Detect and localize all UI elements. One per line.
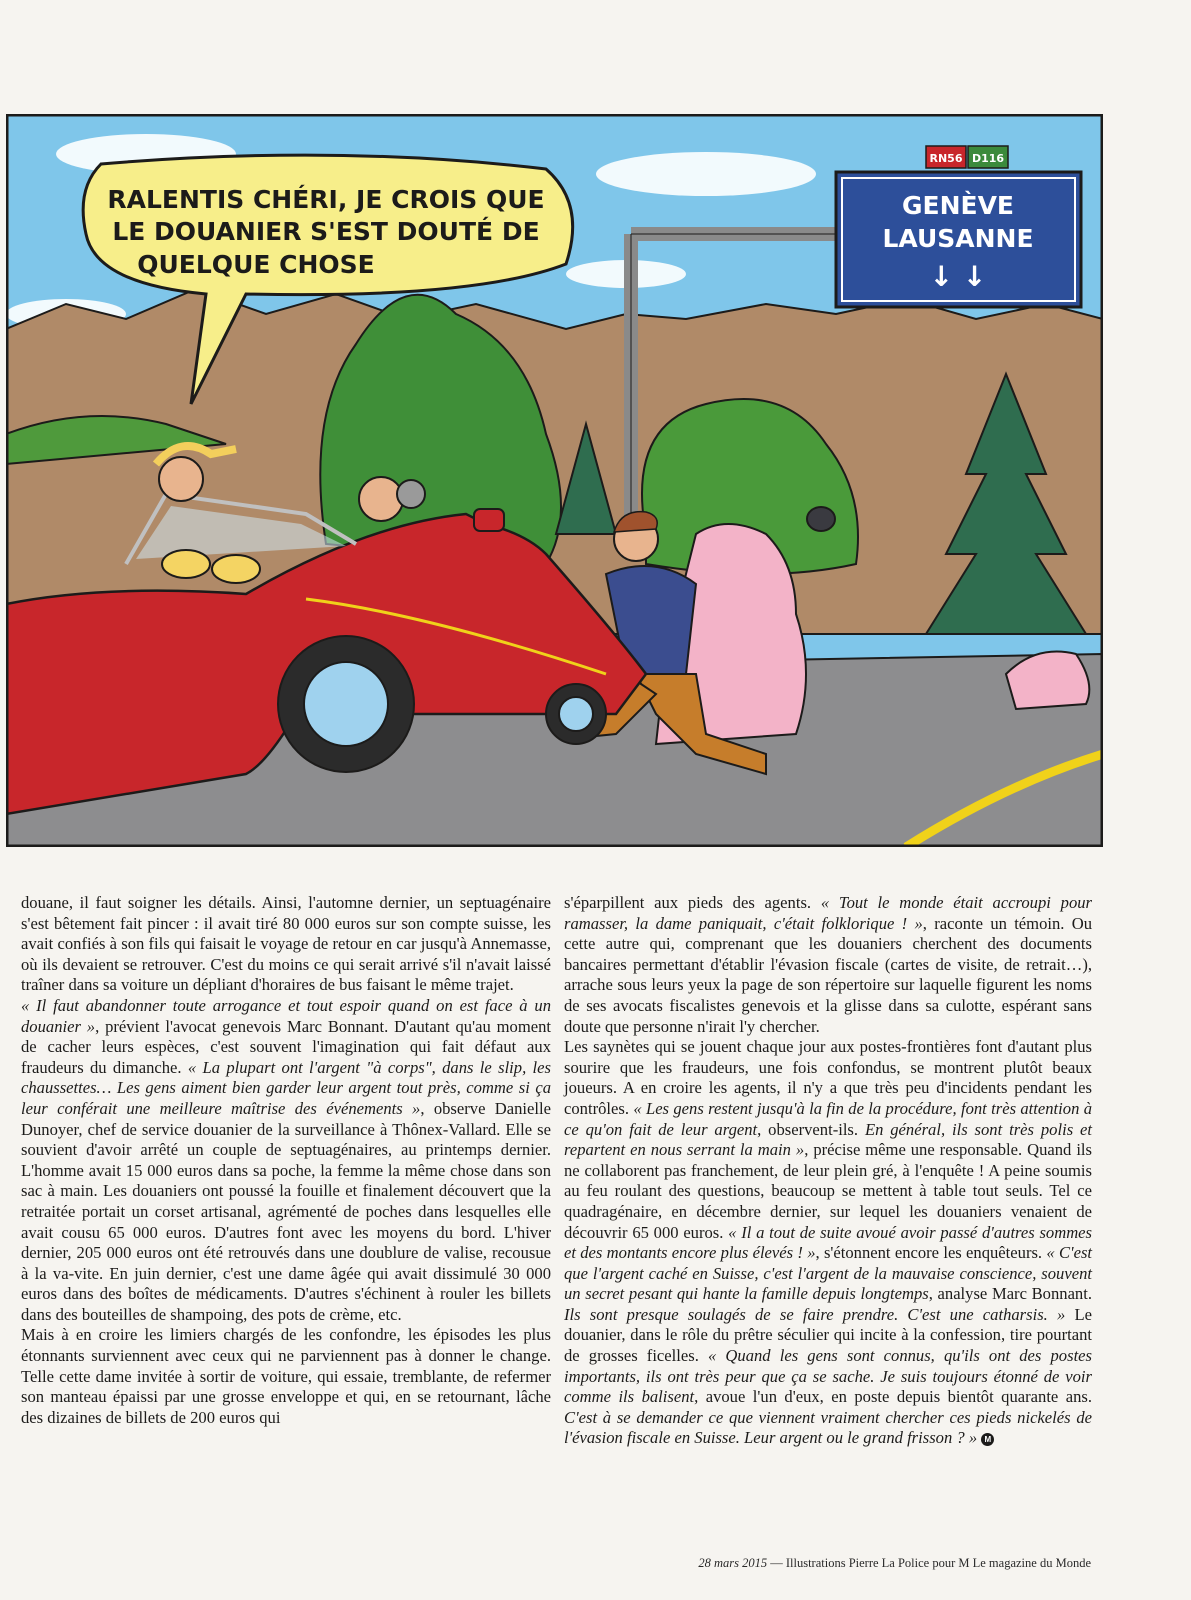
sign-line-1: GENÈVE (901, 191, 1015, 220)
quote-run: « C'est que l'argent caché en Suisse, c'est l'argent de la mauvaise conscience, souvent un secret pesant qui hante la famille depuis longtemps (564, 1243, 1093, 1304)
text-run: , observent-ils. (757, 1119, 865, 1139)
man-head (359, 477, 403, 521)
quote-run: « Il a tout de suite avoué avoir passé d'autres sommes et des montants encore plus élevés ! » (564, 1222, 1093, 1263)
text-run: , prévient l'avocat genevois Marc Bonnant. D'autant qu'au moment de cacher leurs espèces, c'est souvent l'imagination qui fait défaut aux fraudeurs du dimanche. (21, 1016, 551, 1077)
text-run: , s'étonnent encore les enquêteurs. (815, 1243, 1047, 1263)
sign-line-2: LAUSANNE (882, 224, 1034, 253)
footer-date: 28 mars 2015 (698, 1556, 768, 1570)
text-run: douane, il faut soigner les détails. Ainsi, l'automne dernier, un septuagénaire s'est bêtement fait pincer : il avait tiré 80 000 euros sur son compte suisse, les avait confiés à son fils qui faisait le voyage de retour en car jusqu'à Annemasse, où ils devaient se retrouver. C'est du moins ce qui serait arrivé s'il n'avait laissé traîner dans sa voiture un dépliant d'horaires de bus faisant le même trajet. (21, 893, 551, 995)
article-paragraph (21, 996, 551, 1326)
badge-rn-text: RN56 (929, 152, 963, 165)
article-paragraph (564, 893, 1092, 1037)
quote-run: « La plupart ont l'argent "à corps", dans le slip, les chaussettes… Les gens aiment bien garder leur argent tout près, comme si ça leur conférait une meilleure maîtrise des événements » (21, 1057, 551, 1118)
article-paragraph (564, 1037, 1092, 1449)
end-mark-icon: M (981, 1433, 994, 1446)
text-run: , avoue l'un d'eux, en poste depuis bientôt quarante ans. (694, 1387, 1093, 1407)
footer-credit: — Illustrations Pierre La Police pour M Le magazine du Monde (767, 1556, 1091, 1570)
text-run: Le douanier, dans le rôle du prêtre séculier qui incite à la confession, tire pourtant de grosses ficelles. (564, 1304, 1092, 1366)
quote-run: C'est à se demander ce que viennent vraiment chercher ces pieds nickelés de l'évasion fiscale en Suisse. Leur argent ou le grand frisson ? » (564, 1407, 1092, 1448)
text-run: , raconte un témoin. Ou cette autre qui, comprenant que les douaniers cherchent des documents bancaires permettant d'établir l'évasion fiscale (cartes de visite, de retrait…), arrache sous leurs yeux la page de son répertoire sur laquelle figurent les noms de ses avocats fiscalistes genevois et la glisse dans sa culotte, espérant sans doute que personne n'irait l'y chercher. (564, 913, 1092, 1036)
article-column-right (564, 893, 1092, 1449)
text-run: s'éparpillent aux pieds des agents. (564, 893, 821, 912)
quote-run: En général, ils sont très polis et repartent en nous serrant la main » (564, 1119, 1093, 1160)
page-footer (698, 1556, 1091, 1571)
quote-run: Ils sont presque soulagés de se faire prendre. C'est une catharsis. » (564, 1304, 1066, 1324)
text-run: , analyse Marc Bonnant. (928, 1284, 1092, 1304)
bubble-line-2: LE DOUANIER S'EST DOUTÉ DE (112, 217, 540, 246)
quote-run: « Tout le monde était accroupi pour ramasser, la dame paniquait, c'était folklorique ! » (564, 893, 1092, 933)
quote-run: « Quand les gens sont connus, qu'ils ont des postes importants, ils ont très peur que ça se sache. Je suis toujours étonné de voir comme ils balisent (564, 1346, 1092, 1407)
text-run: , observe Danielle Dunoyer, chef de service douanier de la surveillance à Thônex-Vallard. Elle se souvient d'avoir arrêté un couple de septuagénaires, au printemps dernier. L'homme avait 15 000 euros dans sa poche, la femme la même chose dans son sac à main. Les douaniers ont poussé la fouille et finalement découvert que la retraitée portait un corset artisanal, agrémenté de poches dans lesquelles elle avait cousu 65 000 euros. D'autres font avec les moyens du bord. L'hiver dernier, 205 000 euros ont été retrouvés dans une doublure de valise, recousue à la va-vite. En juin dernier, c'est une dame âgée qui avait dissimulé 30 000 euros dans des boîtes de médicaments. D'autres s'échinent à rouler les billets dans des bouteilles de shampoing, des pots de crème, etc. (21, 1098, 551, 1324)
woman-head (159, 457, 203, 501)
text-run: Mais à en croire les limiers chargés de les confondre, les épisodes les plus étonnants surviennent avec ceux qui ne parviennent pas à donner le change. Telle cette dame invitée à sortir de voiture, qui essaie, tremblante, de refermer son manteau épaissi par une grosse enveloppe et qui, en se retournant, lâche des dizaines de billets de 200 euros qui (21, 1325, 551, 1427)
comic-illustration (6, 114, 1103, 847)
article-paragraph (21, 893, 551, 996)
sign-arrows: ↓ ↓ (929, 260, 987, 293)
quote-run: « Les gens restent jusqu'à la fin de la procédure, font très attention à ce qu'on fait de leur argent (564, 1098, 1093, 1139)
text-run: , précise même une responsable. Quand ils ne collaborent pas franchement, de leur plein gré, à l'enquête ! A peine soumis au feu roulant des questions, beaucoup se mettent à table tout seuls. Tel ce quadragénaire, en décembre dernier, sur lequel les douaniers venaient de découvrir 65 000 euros. (564, 1140, 1092, 1242)
quote-run: « Il faut abandonner toute arrogance et tout espoir quand on est face à un douanier » (21, 995, 551, 1036)
flying-hat (807, 507, 835, 531)
bubble-line-3: QUELQUE CHOSE (137, 250, 375, 279)
article-paragraph (21, 1325, 551, 1428)
article-column-left (21, 893, 551, 1428)
bubble-line-1: RALENTIS CHÉRI, JE CROIS QUE (107, 185, 545, 214)
text-run: Les saynètes qui se jouent chaque jour aux postes-frontières font d'autant plus sourire que les fraudeurs, une fois confondus, se montrent plutôt beaux joueurs. A en croire les agents, il n'y a que très peu d'incidents pendant les contrôles. (564, 1037, 1092, 1118)
badge-d-text: D116 (971, 152, 1005, 165)
